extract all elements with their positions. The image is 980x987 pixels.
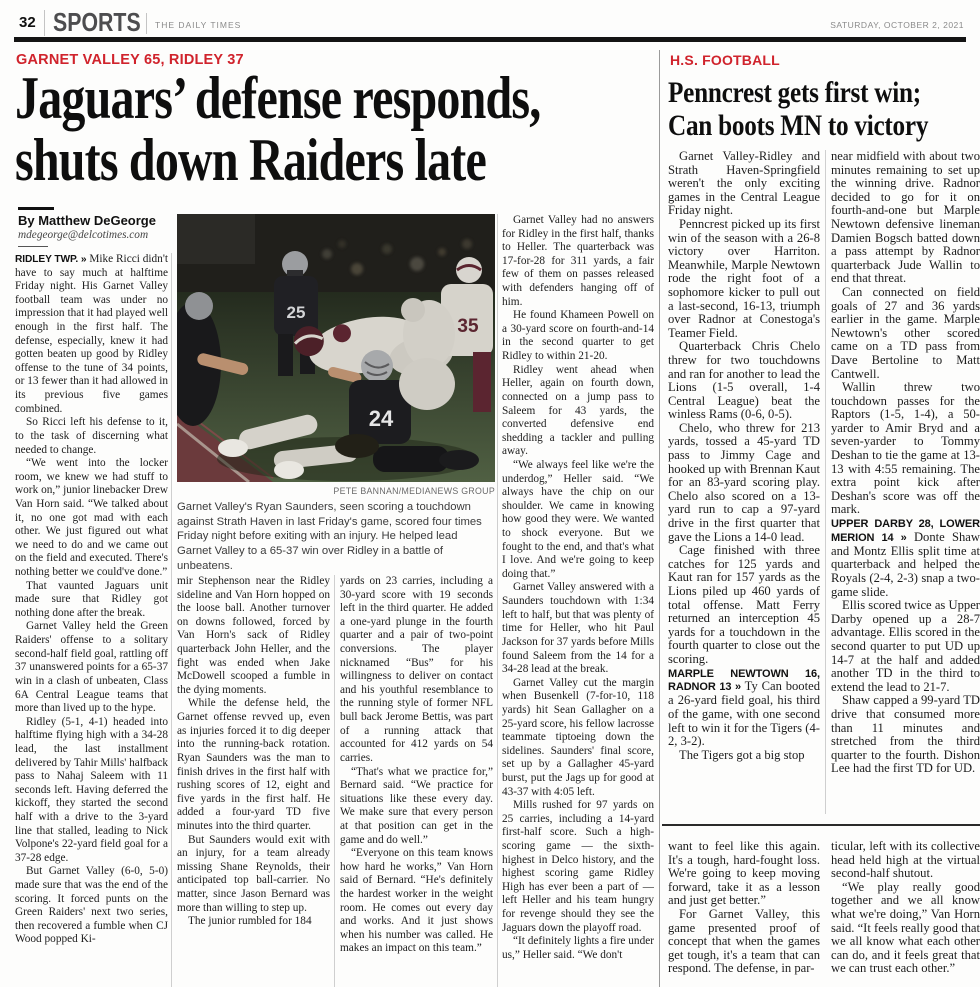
main-headline-line1: Jaguars’ defense responds,	[15, 65, 541, 131]
paragraph: The Tigers got a big stop	[679, 747, 805, 762]
paragraph: Garnet Valley held the Green Raiders' offense to a solitary second-half field goal, rattling off 37 unanswered points for a 65-37 win in a clash of unbeaten, Class 6A Central League teams that more than lived up to the hype.	[15, 620, 168, 715]
paragraph: Ridley went ahead when Heller, again on fourth down, connected on a jump pass to Saleem for 43 yards, the converted defensive end shedding a tackler and pulling away.	[502, 363, 654, 458]
secondary-kicker: H.S. FOOTBALL	[670, 52, 780, 68]
paragraph: Penncrest picked up its first win of the season with a 26-8 victory over Harriton. Meanwhile, Marple Newtown rode the right foot of a sophomore kicker to pull out a last-second, 16-13, triumph over Radnor at Conestoga's Teamer Field.	[668, 216, 820, 340]
paragraph: Chelo, who threw for 213 yards, tossed a 45-yard TD pass to Jimmy Cage and hooked up with Brennan Kaut for an 83-yard scoring play. Chelo also scored on a 13-yard run to cap a 97-yard drive in the first quarter that gave the Lions a 14-0 lead.	[668, 420, 820, 544]
paragraph: Can connected on field goals of 27 and 36 yards earlier in the game. Marple Newtown's other scored came on a TD pass from Dave Bertoline to Matt Cantwell.	[831, 284, 980, 381]
section-divider	[659, 50, 660, 987]
main-headline	[15, 65, 672, 193]
paragraph: That vaunted Jaguars unit made sure that Ridley got nothing done after the break.	[15, 579, 168, 619]
photo-credit: PETE BANNAN/MEDIANEWS GROUP	[333, 486, 495, 496]
story-column-4	[502, 214, 654, 987]
paragraph: ticular, left with its collective head held high at the virtual second-half shutout.	[831, 840, 980, 881]
paragraph: Donte Shaw and Montz Ellis split time at quarterback and helped the Royals (2-4, 2-3) snap a two-game slide.	[831, 529, 980, 599]
jersey-number: 24	[368, 406, 394, 431]
paragraph: “That's what we practice for,” Bernard said. “We practice for situations like these every day. We make sure that every person at that position can get in the game and do well.”	[340, 765, 493, 846]
paragraph: Mills rushed for 97 yards on 25 carries, including a 14-yard first-half score. Such a high-scoring game — the sixth-highest in Delco history, and the highest scoring game Ridley High has ever been a part of — left Heller and his team hungry for revenge should they see the Jaguars down the playoff road.	[502, 799, 654, 934]
secondary-headline	[668, 76, 978, 142]
paragraph: Quarterback Chris Chelo threw for two touchdowns and ran for another to lead the Lions (1-5 overall, 1-4 Central League) beat the winless Rams (0-6, 0-5).	[668, 339, 820, 422]
main-headline-line2: shuts down Raiders late	[15, 126, 486, 193]
secondary-headline-line1: Penncrest gets first win;	[668, 76, 921, 109]
story-continuation-rule	[662, 824, 980, 826]
main-story-kicker: GARNET VALLEY 65, RIDLEY 37	[16, 52, 244, 68]
jersey-number: 35	[457, 316, 479, 337]
game-lead-in: UPPER DARBY 28, LOWER MERION 14 »	[831, 518, 980, 544]
continuation-column-b	[831, 840, 980, 987]
paragraph: Garnet Valley answered with a Saunders touchdown with 1:34 left to half, but that was plenty of time for Heller, who hit Paul Jackson for 37 yards before Mills found Saleem from the 14 for a 34-28 lead at the break.	[502, 581, 654, 676]
paragraph: “We always feel like we're the underdog,” Heller said. “We always have the chip on our shoulder. We came in knowing how good they were. We wanted to shock everyone. But we fought to the end, and that's what I love. And we're going to keep doing that.”	[502, 458, 654, 580]
paragraph: Wallin threw two touchdown passes for the Raptors (1-5, 1-4), a 50-yarder to Amir Bryd and a seven-yarder to Tommy Deshan to tie the game at 13-13 with 4:55 remaining. The extra point kick after Deshan's score was off the mark.	[831, 380, 980, 517]
paragraph: Ty Can booted a 26-yard field goal, his third of the game, with one second left to win it for the Tigers (4-2, 3-2).	[668, 679, 820, 749]
paragraph: near midfield with about two minutes remaining to set up the winning drive. Radnor decided to go for it on fourth-and-one but Marple Newtown defensive lineman Damien Bogsch batted down a pass attempt by Radnor quarterback Jude Wallin to end that threat.	[831, 150, 980, 286]
masthead-divider	[44, 10, 45, 36]
paragraph: mir Stephenson near the Ridley sideline and Van Horn hopped on the loose ball. Another turnover on downs followed, forced by Van Horn's sack of Ridley quarterback John Heller, and the fight was ended when Jake McDowell scooped a fumble in the dying moments.	[177, 575, 330, 696]
issue-date: SATURDAY, OCTOBER 2, 2021	[830, 20, 964, 30]
paragraph: Mike Ricci didn't have to say much at halftime Friday night. His Garnet Valley football team was under no impression that it had played well enough in the first half. The defense, especially, knew it had gotten beaten up good by Ridley offense to the tune of 34 points, or 13 fewer than it had allowed in its previous five games combined.	[15, 253, 168, 415]
masthead-divider	[146, 13, 147, 34]
paragraph: yards on 23 carries, including a 30-yard score with 19 seconds left in the third quarter. He added a one-yard plunge in the fourth quarter and a pair of two-point conversions. The player nicknamed “Bus” for his willingness to deliver on contact and his youthful resemblance to the running style of former NFL bull back Jerome Bettis, was part of a running attack that accounted for 412 yards on 54 carries.	[340, 575, 493, 764]
jersey-number: 25	[286, 303, 306, 322]
section-title: SPORTS	[53, 7, 141, 37]
paragraph: Garnet Valley-Ridley and Strath Haven-Springfield weren't the only exciting games in the Central League Friday night.	[668, 150, 820, 218]
paragraph: But Garnet Valley (6-0, 5-0) made sure that was the end of the scoring. It forced punts on the Green Raiders' next two series, then recovered a fumble when CJ Wood popped Ki-	[15, 865, 168, 946]
column-rule	[825, 150, 826, 814]
paragraph: While the defense held, the Garnet offense revved up, even as injuries forced it to dig deeper into the running-back rotation. Ryan Saunders was the man to finish drives in the first half with rushing scores of 12, eight and five yards in the first half. He added a four-yard TD five minutes into the third quarter.	[177, 697, 330, 832]
secondary-headline-line2: Can boots MN to victory	[668, 109, 929, 142]
story-column-2	[177, 575, 330, 987]
story-column-3	[340, 575, 493, 987]
secondary-column-b	[831, 150, 980, 815]
paragraph: So Ricci left his defense to it, to the task of discerning what needed to change.	[15, 416, 168, 456]
paragraph: But Saunders would exit with an injury, for a team already missing Shane Reynolds, their anticipated top ball-carrier. No matter, since Jason Bernard was more than willing to step up.	[177, 833, 330, 914]
continuation-column-a	[668, 840, 820, 987]
paragraph: “We play really good together and we all know what we're doing,” Van Horn said. “It feels really good that we all know what each other can do, and it feels great that we can trust each other.”	[831, 879, 980, 976]
paragraph: He found Khameen Powell on a 30-yard score on fourth-and-14 in the second quarter to get Ridley to within 21-20.	[502, 309, 654, 363]
byline: By Matthew DeGeorge	[18, 213, 156, 228]
game-photo	[177, 214, 495, 482]
byline-bottom-rule	[18, 246, 48, 247]
game-lead-in: MARPLE NEWTOWN 16, RADNOR 13 »	[668, 667, 820, 694]
paragraph: “Everyone on this team knows how hard he works,” Van Horn said of Bernard. “He's definitely the hardest worker in the weight room. He comes out every day and works. And it just shows when his number was called. He makes an impact on this team.”	[340, 847, 493, 955]
paragraph: want to feel like this again. It's a tough, hard-fought loss. We're going to keep moving forward, take it as a lesson and just get better.”	[668, 840, 820, 908]
paragraph: Cage finished with three catches for 125 yards and Kaut ran for 157 yards as the Lions piled up 460 yards of total offense. Matt Ferry returned an interception 45 yards for a touchdown in the fourth quarter to close out the scoring.	[668, 543, 820, 666]
dateline: RIDLEY TWP. »	[15, 254, 87, 265]
paragraph: For Garnet Valley, this game presented proof of concept that when the games get tough, it's a team that can respond. The defense, in par-	[668, 906, 820, 976]
paragraph: “It definitely lights a fire under us,” Heller said. “We don't	[502, 935, 654, 961]
paragraph: “We went into the locker room, we knew we had stuff to work on,” junior linebacker Drew Van Horn said. “We talked about it, no one got mad with each other. We just figured out what we need to do and we came out on the field and executed. There's nothing better we could've done.”	[15, 457, 168, 579]
paragraph: The junior rumbled for 184	[188, 915, 312, 928]
column-rule	[171, 253, 172, 987]
column-rule	[334, 575, 335, 987]
secondary-column-a	[668, 150, 820, 815]
story-column-1	[15, 253, 168, 987]
publication-name: THE DAILY TIMES	[155, 20, 242, 30]
paragraph: Garnet Valley cut the margin when Busenkell (7-for-10, 118 yards) hit Sean Gallagher on a 25-yard score, his fellow lacrosse teammate tiptoeing down the sidelines. Saunders' final score, set up by a Gallagher 45-yard burst, put the Jags up for good at 43-37 with 4:05 left.	[502, 676, 654, 798]
paragraph: Shaw capped a 99-yard TD drive that consumed more than 11 minutes and stretched from the third quarter to the fourth. Dishon Lee had the first TD for UD.	[831, 693, 980, 776]
paragraph: Garnet Valley had no answers for Ridley in the first half, thanks to Heller. The quarterback was 17-for-28 for 311 yards, a fair few of them on passes released with defenders hanging off of him.	[502, 214, 654, 308]
page-number: 32	[19, 14, 36, 31]
paragraph: Ellis scored twice as Upper Darby opened up a 28-7 advantage. Ellis scored in the second quarter to put UD up 14-7 at the half and added another TD in the third to extend the lead to 21-7.	[831, 598, 980, 694]
paragraph: Ridley (5-1, 4-1) headed into halftime flying high with a 34-28 lead, the last installment delivered by Tahir Mills' halfback pass to Nahaj Saleem with 11 seconds left. Having deferred the kickoff, they started the second half with a drive to the 3-yard line that stalled, leading to Nick Volpone's 22-yard field goal for a 37-28 edge.	[15, 715, 168, 864]
byline-email: mdegeorge@delcotimes.com	[18, 229, 149, 241]
column-rule	[497, 214, 498, 987]
game-photo-illustration	[177, 214, 495, 482]
byline-rule	[18, 207, 54, 210]
masthead-rule	[14, 37, 966, 42]
photo-caption: Garnet Valley's Ryan Saunders, seen scoring a touchdown against Strath Haven in last Friday's game, scored four times Friday night before exiting with an injury. He helped lead Garnet Valley to a 65-37 win over Ridley in a battle of unbeatens.	[177, 501, 482, 572]
